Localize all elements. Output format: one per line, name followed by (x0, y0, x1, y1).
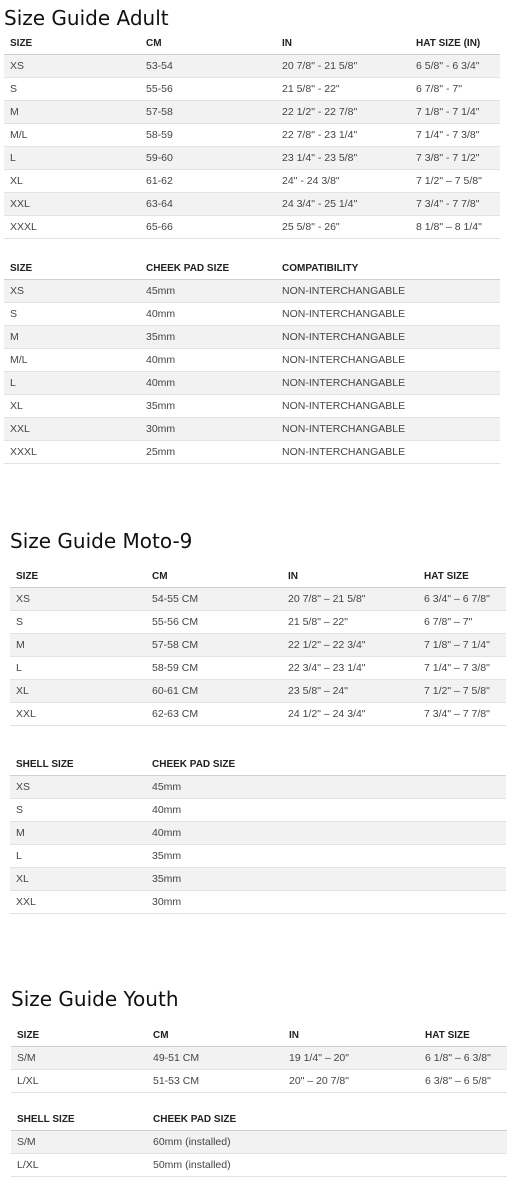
table-row (4, 193, 500, 216)
table-cell: 23 1/4" - 23 5/8" (276, 147, 410, 170)
table-row (4, 418, 500, 441)
table-cell: 6 3/4" – 6 7/8" (418, 588, 506, 611)
moto9-cheek-pad-table (10, 753, 506, 914)
table-cell (283, 1131, 419, 1154)
table-cell: 60-61 CM (146, 680, 282, 703)
column-header: COMPATIBILITY (276, 257, 410, 280)
table-cell (410, 303, 500, 326)
table-cell: XXL (10, 703, 146, 726)
table-cell: 49-51 CM (147, 1047, 283, 1070)
table-cell: 20 7/8" - 21 5/8" (276, 55, 410, 78)
table-cell: 7 1/2" – 7 5/8" (410, 170, 500, 193)
table-cell: XL (10, 868, 146, 891)
table-cell: 6 1/8" – 6 3/8" (419, 1047, 507, 1070)
header-row (4, 257, 500, 280)
table-cell: S (4, 78, 140, 101)
table-row (10, 703, 506, 726)
table-cell: NON-INTERCHANGABLE (276, 418, 410, 441)
table-row (11, 1047, 507, 1070)
table-cell: 6 5/8" - 6 3/4" (410, 55, 500, 78)
youth-cheek-pad-table (11, 1108, 507, 1177)
table-row (10, 891, 506, 914)
table-cell: 58-59 CM (146, 657, 282, 680)
table-cell: 30mm (140, 418, 276, 441)
table-cell: 22 3/4" – 23 1/4" (282, 657, 418, 680)
table-cell (282, 822, 418, 845)
column-header: SIZE (4, 257, 140, 280)
table-cell: XS (10, 588, 146, 611)
table-cell: XXXL (4, 216, 140, 239)
table-cell: 50mm (installed) (147, 1154, 283, 1177)
table-cell: S/M (11, 1047, 147, 1070)
table-cell: XXL (4, 193, 140, 216)
table-cell: NON-INTERCHANGABLE (276, 372, 410, 395)
table-cell: S (4, 303, 140, 326)
table-cell (410, 372, 500, 395)
table-cell: L/XL (11, 1154, 147, 1177)
table-cell: XL (4, 170, 140, 193)
column-header (419, 1108, 507, 1131)
table-cell: 6 3/8" – 6 5/8" (419, 1070, 507, 1093)
table-cell: 8 1/8" – 8 1/4" (410, 216, 500, 239)
column-header: HAT SIZE (418, 565, 506, 588)
table-row (10, 799, 506, 822)
table-cell: 60mm (installed) (147, 1131, 283, 1154)
table-cell: M (10, 822, 146, 845)
column-header: SIZE (11, 1024, 147, 1047)
header-row (11, 1024, 507, 1047)
table-cell: XXL (4, 418, 140, 441)
table-row (4, 147, 500, 170)
table-cell: L (4, 372, 140, 395)
table-cell: 20" – 20 7/8" (283, 1070, 419, 1093)
table-cell: L/XL (11, 1070, 147, 1093)
table-cell: XXXL (4, 441, 140, 464)
table-cell: XS (4, 280, 140, 303)
table-cell: 24 1/2" – 24 3/4" (282, 703, 418, 726)
table-cell: XS (10, 776, 146, 799)
table-cell (418, 891, 506, 914)
table-cell: 58-59 (140, 124, 276, 147)
table-cell: M (4, 101, 140, 124)
header-row (4, 32, 500, 55)
table-cell: 24" - 24 3/8" (276, 170, 410, 193)
table-cell: 19 1/4" – 20" (283, 1047, 419, 1070)
table-cell: 35mm (146, 868, 282, 891)
table-cell: 35mm (140, 326, 276, 349)
table-cell: 53-54 (140, 55, 276, 78)
table-cell: 54-55 CM (146, 588, 282, 611)
table-row (10, 588, 506, 611)
table-cell: 35mm (140, 395, 276, 418)
table-cell (418, 868, 506, 891)
table-cell (410, 280, 500, 303)
moto9-title: Size Guide Moto-9 (10, 529, 193, 553)
table-cell: M (10, 634, 146, 657)
column-header: HAT SIZE (IN) (410, 32, 500, 55)
table-row (4, 101, 500, 124)
table-cell (282, 799, 418, 822)
table-cell: XXL (10, 891, 146, 914)
column-header (282, 753, 418, 776)
table-cell: 59-60 (140, 147, 276, 170)
column-header: CM (147, 1024, 283, 1047)
table-cell (410, 418, 500, 441)
column-header: HAT SIZE (419, 1024, 507, 1047)
table-cell: 7 1/2" – 7 5/8" (418, 680, 506, 703)
table-cell: 55-56 (140, 78, 276, 101)
table-cell: NON-INTERCHANGABLE (276, 395, 410, 418)
column-header: IN (282, 565, 418, 588)
column-header: CM (146, 565, 282, 588)
table-cell: S/M (11, 1131, 147, 1154)
table-row (10, 776, 506, 799)
table-cell: M/L (4, 349, 140, 372)
table-row (11, 1131, 507, 1154)
table-cell: S (10, 799, 146, 822)
youth-title: Size Guide Youth (11, 987, 179, 1011)
column-header: SHELL SIZE (11, 1108, 147, 1131)
table-cell: 22 1/2" - 22 7/8" (276, 101, 410, 124)
table-row (4, 55, 500, 78)
table-cell (410, 326, 500, 349)
table-cell: 30mm (146, 891, 282, 914)
adult-cheek-pad-table (4, 257, 500, 464)
table-row (11, 1070, 507, 1093)
table-cell: XL (10, 680, 146, 703)
moto9-size-table (10, 565, 506, 726)
table-cell (418, 845, 506, 868)
table-cell: 40mm (140, 349, 276, 372)
column-header: IN (283, 1024, 419, 1047)
table-cell (282, 891, 418, 914)
table-cell: XL (4, 395, 140, 418)
table-cell: L (10, 657, 146, 680)
table-row (4, 349, 500, 372)
table-cell: 61-62 (140, 170, 276, 193)
header-row (10, 565, 506, 588)
table-cell (282, 845, 418, 868)
table-cell: 40mm (146, 822, 282, 845)
table-cell: NON-INTERCHANGABLE (276, 280, 410, 303)
table-row (4, 170, 500, 193)
table-row (10, 845, 506, 868)
table-cell (418, 799, 506, 822)
table-cell: XS (4, 55, 140, 78)
table-cell: NON-INTERCHANGABLE (276, 441, 410, 464)
header-row (10, 753, 506, 776)
table-cell: S (10, 611, 146, 634)
table-cell: L (4, 147, 140, 170)
table-row (10, 657, 506, 680)
column-header: CHEEK PAD SIZE (146, 753, 282, 776)
table-cell (410, 441, 500, 464)
column-header: IN (276, 32, 410, 55)
column-header: SIZE (10, 565, 146, 588)
table-cell: 7 3/4" - 7 7/8" (410, 193, 500, 216)
column-header (283, 1108, 419, 1131)
table-cell (419, 1154, 507, 1177)
table-cell: 6 7/8" – 7" (418, 611, 506, 634)
table-cell: 65-66 (140, 216, 276, 239)
table-row (4, 124, 500, 147)
table-cell (418, 776, 506, 799)
column-header: SIZE (4, 32, 140, 55)
table-cell: NON-INTERCHANGABLE (276, 326, 410, 349)
table-cell: 22 1/2" – 22 3/4" (282, 634, 418, 657)
table-cell (282, 776, 418, 799)
table-row (4, 303, 500, 326)
table-cell: 40mm (146, 799, 282, 822)
table-row (11, 1154, 507, 1177)
table-cell: 25mm (140, 441, 276, 464)
table-row (10, 611, 506, 634)
column-header: CM (140, 32, 276, 55)
table-cell: 57-58 CM (146, 634, 282, 657)
table-cell (282, 868, 418, 891)
column-header: SHELL SIZE (10, 753, 146, 776)
table-row (10, 868, 506, 891)
table-cell: 45mm (146, 776, 282, 799)
table-row (4, 372, 500, 395)
table-cell: 63-64 (140, 193, 276, 216)
table-cell: 23 5/8" – 24" (282, 680, 418, 703)
table-cell: 24 3/4" - 25 1/4" (276, 193, 410, 216)
table-cell: 51-53 CM (147, 1070, 283, 1093)
adult-size-table (4, 32, 500, 239)
table-cell (283, 1154, 419, 1177)
table-cell: 40mm (140, 303, 276, 326)
table-cell (418, 822, 506, 845)
column-header (410, 257, 500, 280)
table-cell: 20 7/8" – 21 5/8" (282, 588, 418, 611)
table-cell: 57-58 (140, 101, 276, 124)
table-cell: 62-63 CM (146, 703, 282, 726)
table-cell: M (4, 326, 140, 349)
table-cell: 7 1/8" - 7 1/4" (410, 101, 500, 124)
youth-size-table (11, 1024, 507, 1093)
adult-title: Size Guide Adult (4, 6, 169, 30)
table-row (4, 280, 500, 303)
table-cell: NON-INTERCHANGABLE (276, 349, 410, 372)
table-row (4, 395, 500, 418)
table-cell: 7 1/4" - 7 3/8" (410, 124, 500, 147)
table-cell: 45mm (140, 280, 276, 303)
table-cell: 25 5/8" - 26" (276, 216, 410, 239)
table-cell: 21 5/8" - 22" (276, 78, 410, 101)
table-row (4, 441, 500, 464)
table-cell: 6 7/8" - 7" (410, 78, 500, 101)
header-row (11, 1108, 507, 1131)
table-cell: 35mm (146, 845, 282, 868)
table-cell: M/L (4, 124, 140, 147)
table-row (4, 326, 500, 349)
table-cell (410, 395, 500, 418)
table-cell: 55-56 CM (146, 611, 282, 634)
column-header (418, 753, 506, 776)
table-cell: 7 3/4" – 7 7/8" (418, 703, 506, 726)
column-header: CHEEK PAD SIZE (147, 1108, 283, 1131)
table-cell (419, 1131, 507, 1154)
table-cell: 7 3/8" - 7 1/2" (410, 147, 500, 170)
table-cell: 21 5/8" – 22" (282, 611, 418, 634)
table-cell (410, 349, 500, 372)
table-cell: 22 7/8" - 23 1/4" (276, 124, 410, 147)
table-row (10, 634, 506, 657)
table-row (4, 78, 500, 101)
table-cell: 7 1/4" – 7 3/8" (418, 657, 506, 680)
table-cell: NON-INTERCHANGABLE (276, 303, 410, 326)
table-cell: 7 1/8" – 7 1/4" (418, 634, 506, 657)
column-header: CHEEK PAD SIZE (140, 257, 276, 280)
table-row (10, 822, 506, 845)
table-cell: 40mm (140, 372, 276, 395)
table-row (4, 216, 500, 239)
table-cell: L (10, 845, 146, 868)
table-row (10, 680, 506, 703)
